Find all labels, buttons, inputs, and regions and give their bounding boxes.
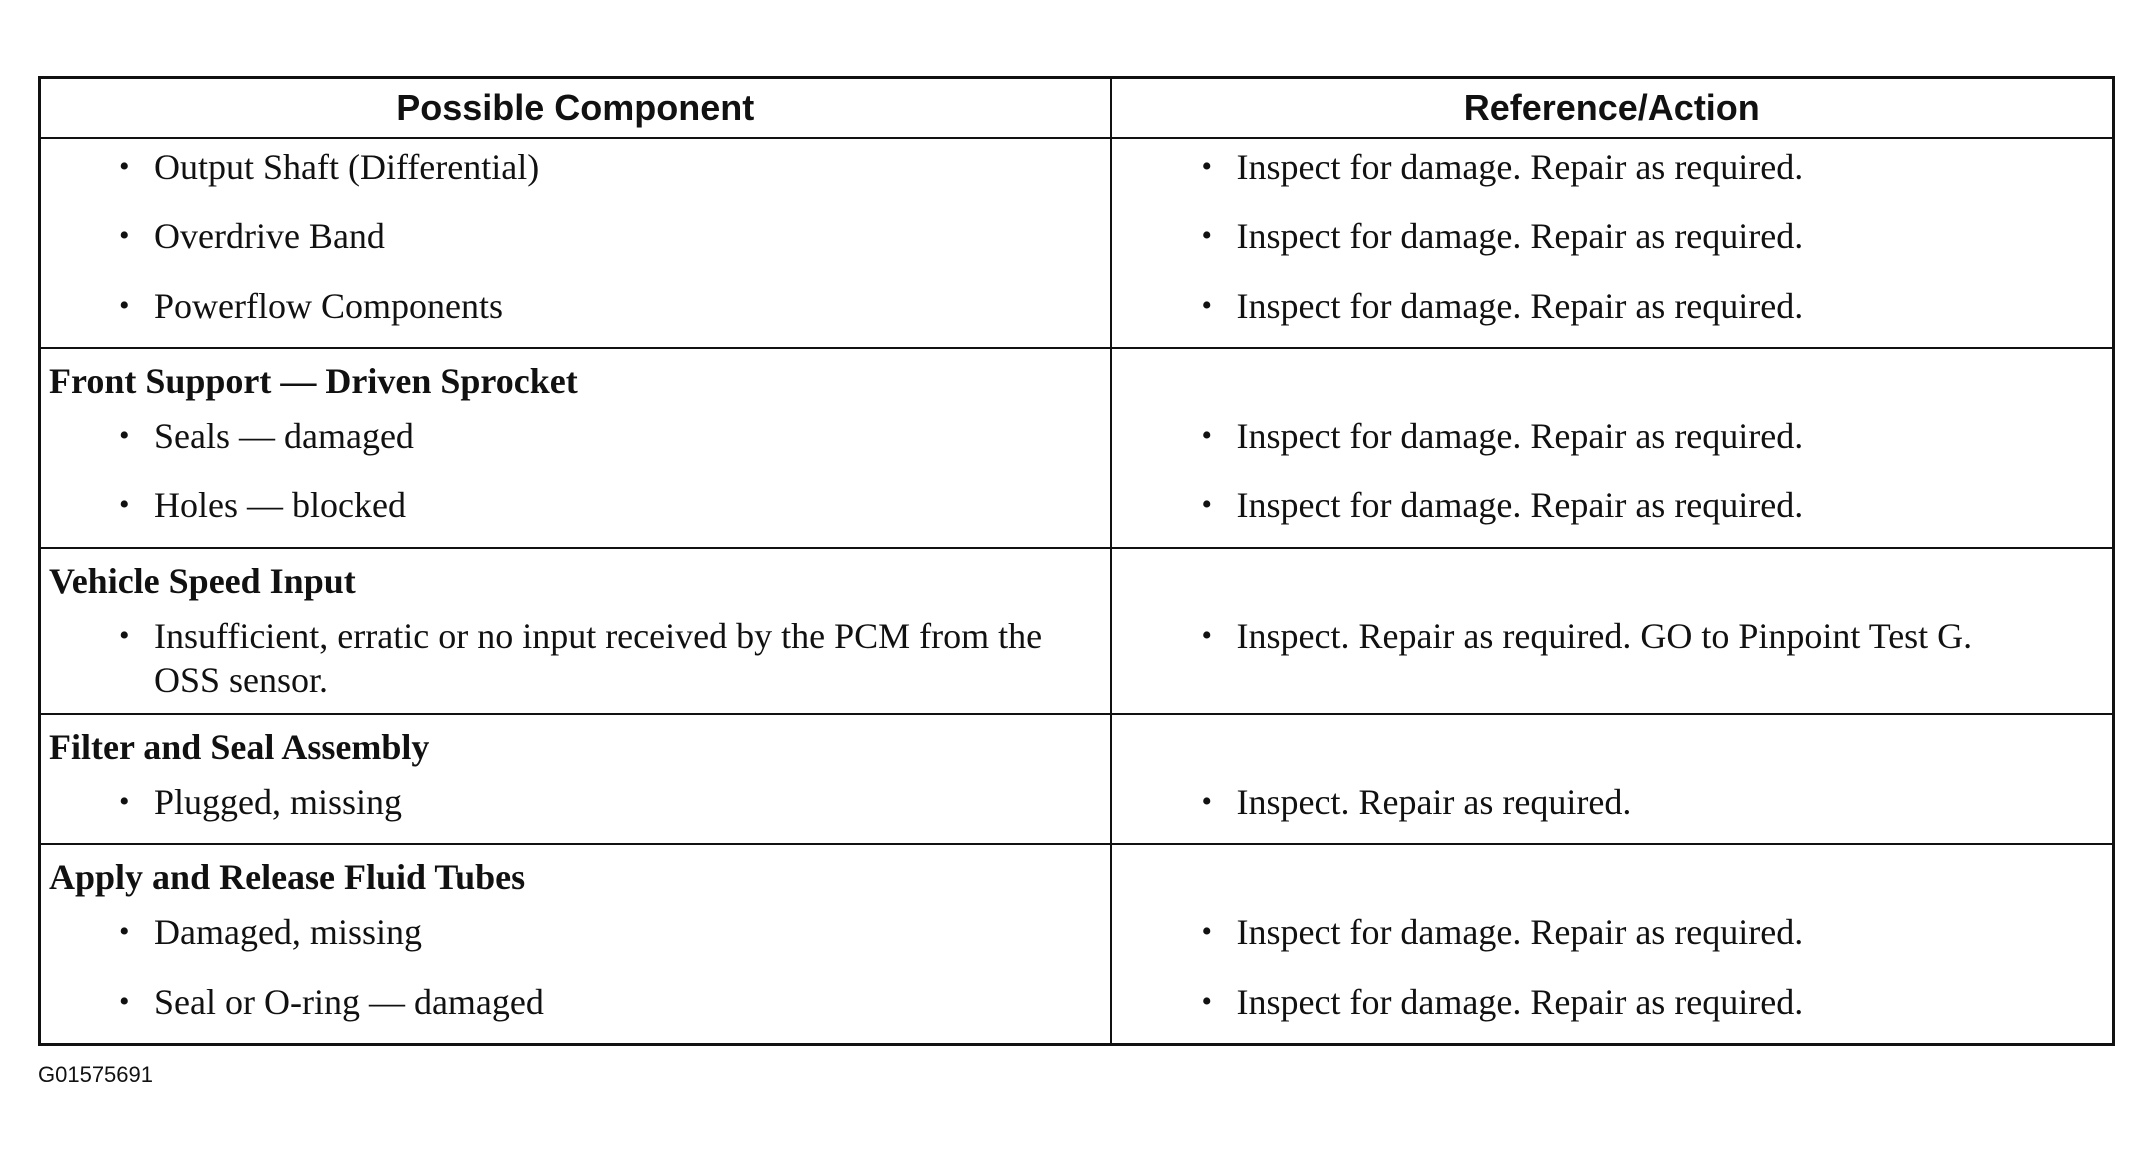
bullet-icon: • bbox=[119, 288, 130, 322]
group-heading-row bbox=[40, 548, 2114, 608]
bullet-icon: • bbox=[119, 419, 130, 453]
bullet-icon: • bbox=[119, 915, 130, 949]
table-row bbox=[40, 608, 2114, 714]
action-text: Inspect for damage. Repair as required. bbox=[1236, 912, 1804, 953]
action-text: Inspect for damage. Repair as required. bbox=[1236, 147, 1804, 187]
component-text: Damaged, missing bbox=[154, 912, 422, 953]
bullet-icon: • bbox=[1201, 915, 1213, 949]
action-item bbox=[1112, 408, 2113, 474]
table-row bbox=[40, 904, 2114, 973]
header-row bbox=[40, 78, 2114, 139]
bullet-icon: • bbox=[1201, 419, 1213, 453]
component-item bbox=[41, 477, 1110, 543]
bullet-icon: • bbox=[1201, 618, 1213, 652]
figure-code: G01575691 bbox=[38, 1062, 153, 1087]
component-text: Output Shaft (Differential) bbox=[154, 147, 540, 187]
action-text: Inspect. Repair as required. bbox=[1236, 781, 1632, 822]
action-item bbox=[1112, 139, 2113, 205]
action-text: Inspect for damage. Repair as required. bbox=[1236, 485, 1804, 526]
component-item bbox=[41, 608, 1110, 708]
action-item bbox=[1112, 774, 2113, 840]
action-item bbox=[1112, 278, 2113, 344]
component-item bbox=[41, 139, 1110, 205]
diagnosis-table bbox=[38, 76, 2115, 1046]
bullet-icon: • bbox=[1201, 288, 1213, 322]
action-text: Inspect for damage. Repair as required. bbox=[1236, 416, 1804, 457]
table-row bbox=[40, 138, 2114, 208]
bullet-icon: • bbox=[1201, 219, 1213, 253]
component-item bbox=[41, 774, 1110, 840]
bullet-icon: • bbox=[119, 984, 130, 1018]
header-possible-component: Possible Component bbox=[40, 78, 1111, 139]
group-heading: Front Support — Driven Sprocket bbox=[49, 361, 578, 402]
group-heading-row bbox=[40, 348, 2114, 408]
component-text: Insufficient, erratic or no input received by the PCM from the OSS sensor. bbox=[154, 615, 1043, 700]
bullet-icon: • bbox=[119, 219, 130, 253]
table-row bbox=[40, 208, 2114, 277]
action-text: Inspect for damage. Repair as required. bbox=[1236, 285, 1804, 326]
row-group bbox=[40, 138, 2114, 348]
table-row bbox=[40, 278, 2114, 348]
row-group bbox=[40, 714, 2114, 844]
component-item bbox=[41, 974, 1110, 1040]
group-heading: Vehicle Speed Input bbox=[49, 560, 356, 601]
group-heading-row bbox=[40, 714, 2114, 774]
bullet-icon: • bbox=[1201, 488, 1213, 522]
bullet-icon: • bbox=[119, 618, 130, 652]
component-item bbox=[41, 208, 1110, 274]
action-item bbox=[1112, 904, 2113, 970]
component-text: Overdrive Band bbox=[154, 216, 385, 257]
table-row bbox=[40, 408, 2114, 477]
component-item bbox=[41, 278, 1110, 344]
bullet-icon: • bbox=[119, 150, 130, 183]
component-text: Holes — blocked bbox=[154, 485, 406, 526]
table-row bbox=[40, 974, 2114, 1045]
component-text: Seal or O-ring — damaged bbox=[154, 981, 544, 1022]
action-text: Inspect for damage. Repair as required. bbox=[1236, 981, 1804, 1022]
bullet-icon: • bbox=[1201, 784, 1213, 818]
bullet-icon: • bbox=[1201, 984, 1213, 1018]
component-text: Powerflow Components bbox=[154, 285, 503, 326]
group-heading: Filter and Seal Assembly bbox=[49, 726, 430, 767]
row-group bbox=[40, 844, 2114, 1044]
component-text: Plugged, missing bbox=[154, 781, 403, 822]
group-heading-row bbox=[40, 844, 2114, 904]
bullet-icon: • bbox=[119, 784, 130, 818]
row-group bbox=[40, 548, 2114, 714]
component-item bbox=[41, 408, 1110, 474]
header-reference-action: Reference/Action bbox=[1111, 78, 2114, 139]
table-row bbox=[40, 774, 2114, 844]
group-heading: Apply and Release Fluid Tubes bbox=[49, 857, 526, 898]
action-item bbox=[1112, 477, 2113, 543]
table-row bbox=[40, 477, 2114, 547]
component-text: Seals — damaged bbox=[154, 416, 414, 457]
action-item bbox=[1112, 208, 2113, 274]
row-group bbox=[40, 348, 2114, 548]
action-text: Inspect for damage. Repair as required. bbox=[1236, 216, 1804, 257]
bullet-icon: • bbox=[1201, 150, 1213, 183]
action-item bbox=[1112, 974, 2113, 1040]
bullet-icon: • bbox=[119, 488, 130, 522]
component-item bbox=[41, 904, 1110, 970]
action-text: Inspect. Repair as required. GO to Pinpoint Test G. bbox=[1236, 615, 1973, 656]
action-item bbox=[1112, 608, 2113, 674]
